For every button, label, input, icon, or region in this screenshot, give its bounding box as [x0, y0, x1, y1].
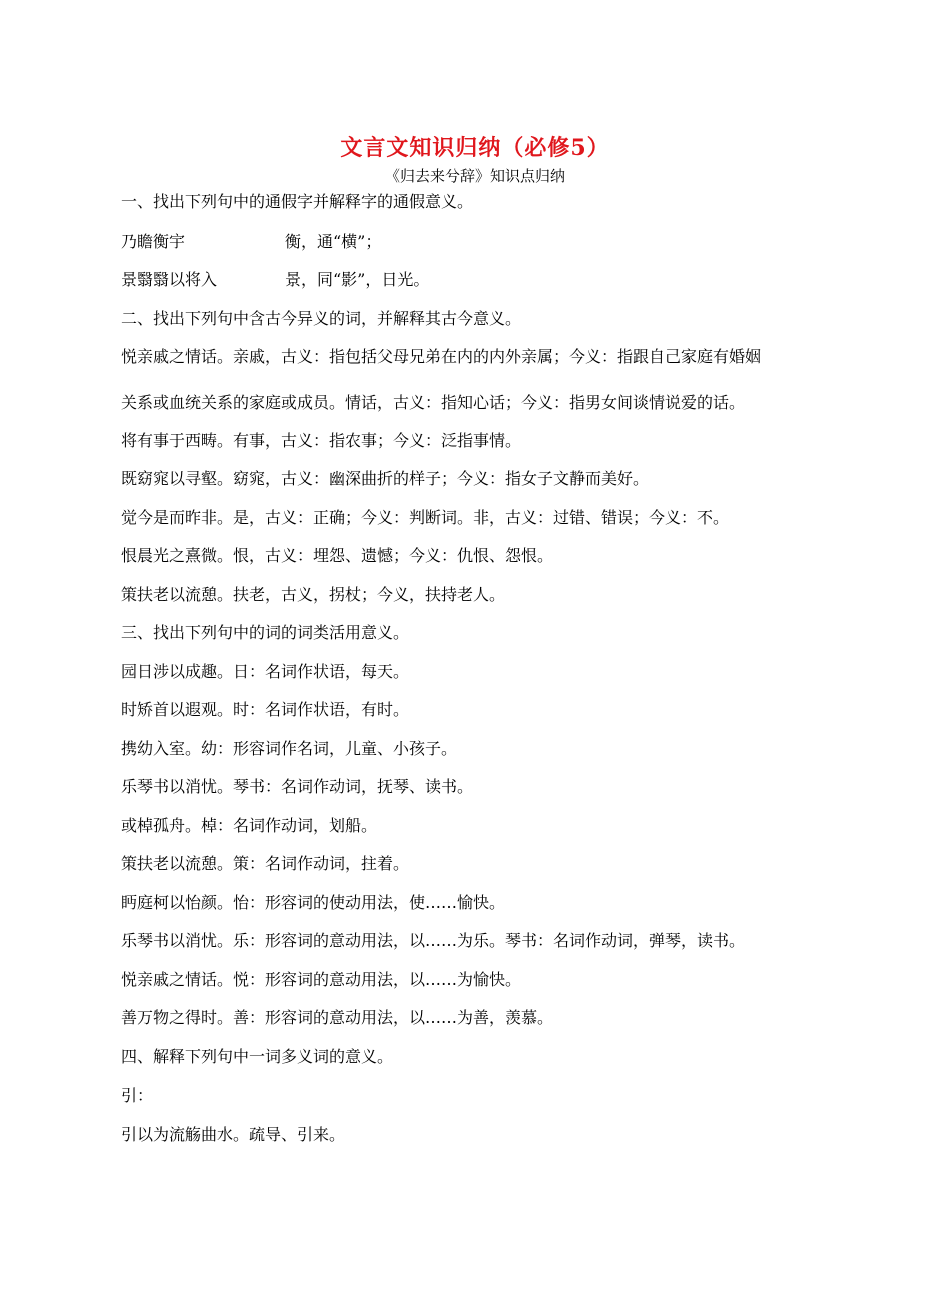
gujin-line: 将有事于西畴。有事，古义：指农事；今义：泛指事情。: [121, 431, 522, 450]
huoyong-line: 悦亲戚之情话。悦：形容词的意动用法，以……为愉快。: [121, 970, 522, 989]
section-4-heading: 四、解释下列句中一词多义词的意义。: [121, 1047, 394, 1066]
duoyi-line: 引以为流觞曲水。疏导、引来。: [121, 1125, 346, 1144]
huoyong-line: 或棹孤舟。棹：名词作动词，划船。: [121, 816, 378, 835]
section-2-heading: 二、找出下列句中含古今异义的词，并解释其古今意义。: [121, 309, 522, 328]
page-subtitle: 《归去来兮辞》知识点归纳: [384, 167, 565, 185]
huoyong-line: 园日涉以成趣。日：名词作状语，每天。: [121, 662, 410, 681]
section-3-heading: 三、找出下列句中的词的词类活用意义。: [121, 623, 410, 642]
duoyi-term: 引：: [121, 1086, 154, 1105]
gujin-line: 恨晨光之熹微。恨，古义：埋怨、遗憾；今义：仇恨、怨恨。: [121, 546, 554, 565]
huoyong-line: 策扶老以流憩。策：名词作动词，拄着。: [121, 854, 410, 873]
page-title: 文言文知识归纳（必修5）: [340, 135, 610, 161]
huoyong-line: 时矫首以遐观。时：名词作状语，有时。: [121, 700, 410, 719]
tongjia-explanation: 衡，通“横”；: [285, 232, 382, 251]
tongjia-sentence: 景翳翳以将入: [121, 270, 218, 289]
huoyong-line: 乐琴书以消忧。乐：形容词的意动用法，以……为乐。琴书：名词作动词，弹琴，读书。: [121, 931, 746, 950]
huoyong-line: 善万物之得时。善：形容词的意动用法，以……为善，羡慕。: [121, 1008, 554, 1027]
gujin-line: 策扶老以流憩。扶老，古义，拐杖；今义，扶持老人。: [121, 585, 506, 604]
huoyong-line: 携幼入室。幼：形容词作名词，儿童、小孩子。: [121, 739, 458, 758]
huoyong-line: 眄庭柯以怡颜。怡：形容词的使动用法，使……愉快。: [121, 893, 506, 912]
huoyong-line: 乐琴书以消忧。琴书：名词作动词，抚琴、读书。: [121, 777, 474, 796]
tongjia-explanation: 景，同“影”，日光。: [285, 270, 430, 289]
tongjia-sentence: 乃瞻衡宇: [121, 232, 186, 251]
gujin-line: 觉今是而昨非。是，古义：正确；今义：判断词。非，古义：过错、错误；今义：不。: [121, 508, 730, 527]
gujin-line: 既窈窕以寻壑。窈窕，古义：幽深曲折的样子；今义：指女子文静而美好。: [121, 469, 650, 488]
gujin-line: 关系或血统关系的家庭或成员。情话，古义：指知心话；今义：指男女间谈情说爱的话。: [121, 393, 746, 412]
gujin-line: 悦亲戚之情话。亲戚，古义：指包括父母兄弟在内的内外亲属；今义：指跟自己家庭有婚姻: [121, 347, 762, 366]
section-1-heading: 一、找出下列句中的通假字并解释字的通假意义。: [121, 192, 474, 211]
